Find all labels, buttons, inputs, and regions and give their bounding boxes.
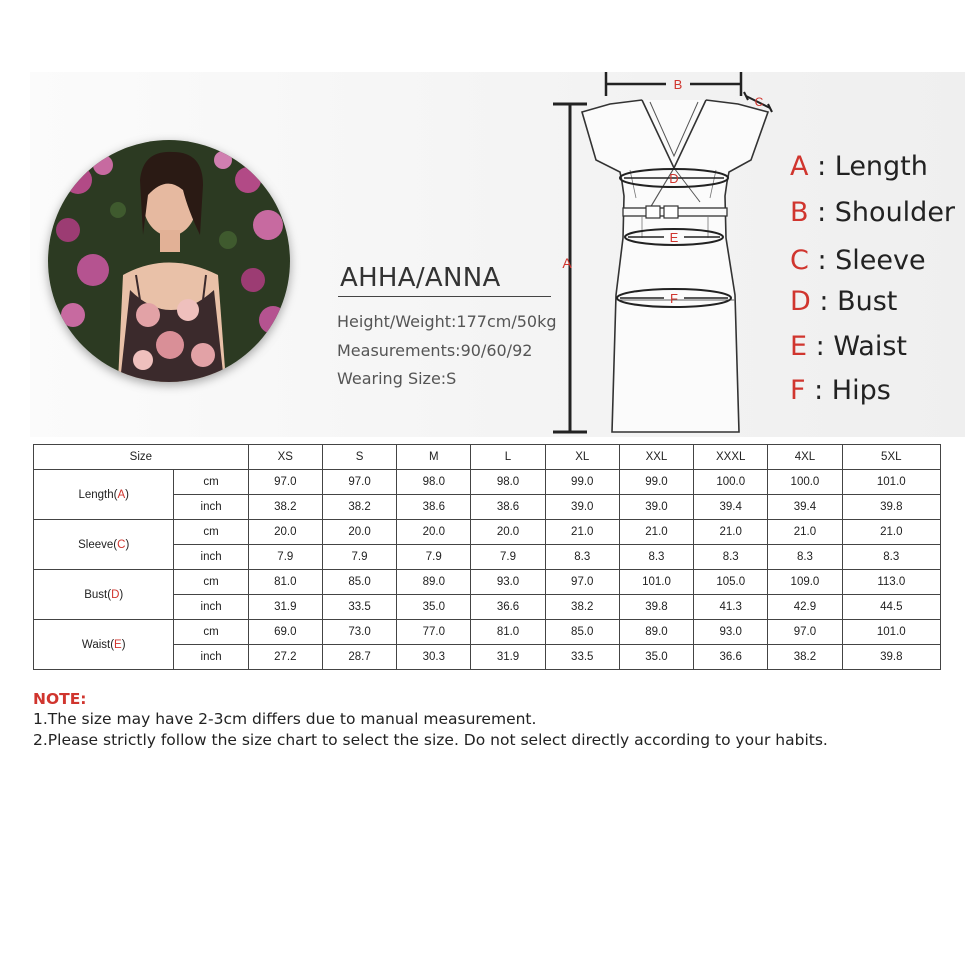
value-cell: 7.9 [322,545,396,570]
size-header-cell: XXXL [694,445,768,470]
value-cell: 39.8 [842,495,940,520]
divider [338,296,551,297]
value-cell: 38.2 [322,495,396,520]
value-cell: 101.0 [842,470,940,495]
value-cell: 33.5 [322,595,396,620]
value-cell: 101.0 [842,620,940,645]
note-line-1: 1.The size may have 2-3cm differs due to manual measurement. [33,710,537,728]
table-header-row [34,445,941,470]
value-cell: 39.8 [842,645,940,670]
table-row [34,620,941,645]
value-cell: 7.9 [248,545,322,570]
size-header: Size [34,445,249,470]
value-cell: 38.2 [768,645,842,670]
value-cell: 31.9 [248,595,322,620]
legend-text: Hips [831,375,891,406]
value-cell: 21.0 [768,520,842,545]
value-cell: 21.0 [694,520,768,545]
value-cell: 98.0 [397,470,471,495]
legend-letter: F [790,375,806,406]
label-b: B [673,77,683,92]
value-cell: 21.0 [619,520,693,545]
legend-letter: B [790,197,809,228]
value-cell: 21.0 [545,520,619,545]
value-cell: 100.0 [694,470,768,495]
value-cell: 31.9 [471,645,545,670]
unit-cell: cm [174,520,248,545]
value-cell: 39.8 [619,595,693,620]
value-cell: 20.0 [322,520,396,545]
value-cell: 89.0 [619,620,693,645]
value-cell: 100.0 [768,470,842,495]
value-cell: 44.5 [842,595,940,620]
value-cell: 101.0 [619,570,693,595]
value-cell: 97.0 [545,570,619,595]
value-cell: 99.0 [619,470,693,495]
legend-text: Sleeve [835,245,926,276]
measurement-label: Waist(E) [34,620,174,670]
value-cell: 35.0 [397,595,471,620]
value-cell: 73.0 [322,620,396,645]
value-cell: 39.4 [694,495,768,520]
value-cell: 7.9 [471,545,545,570]
legend-sep: : [808,245,836,276]
value-cell: 8.3 [694,545,768,570]
value-cell: 33.5 [545,645,619,670]
value-cell: 30.3 [397,645,471,670]
legend-item-length [790,151,928,182]
value-cell: 20.0 [471,520,545,545]
size-header-cell: 5XL [842,445,940,470]
legend-letter: C [790,245,809,276]
measurement-label: Length(A) [34,470,174,520]
size-header-cell: XS [248,445,322,470]
legend-sep: : [810,286,838,317]
legend-item-waist [790,331,907,362]
value-cell: 113.0 [842,570,940,595]
unit-cell: cm [174,570,248,595]
value-cell: 77.0 [397,620,471,645]
measurement-label: Bust(D) [34,570,174,620]
table-row [34,570,941,595]
value-cell: 8.3 [768,545,842,570]
legend-text: Waist [833,331,907,362]
legend-sep: : [808,151,835,182]
value-cell: 97.0 [322,470,396,495]
value-cell: 21.0 [842,520,940,545]
table-row [34,470,941,495]
model-photo [48,140,290,382]
unit-cell: cm [174,470,248,495]
legend-item-hips [790,375,891,406]
size-header-cell: XL [545,445,619,470]
value-cell: 38.6 [471,495,545,520]
value-cell: 36.6 [471,595,545,620]
size-header-cell: M [397,445,471,470]
legend-sep: : [807,331,834,362]
legend-text: Shoulder [834,197,956,228]
label-d: D [669,171,679,186]
value-cell: 98.0 [471,470,545,495]
size-header-cell: S [322,445,396,470]
size-header-cell: 4XL [768,445,842,470]
legend-sep: : [808,197,835,228]
unit-cell: inch [174,495,248,520]
value-cell: 99.0 [545,470,619,495]
size-chart-table [33,444,941,670]
legend-letter: D [790,286,811,317]
legend-item-sleeve [790,245,926,276]
value-cell: 35.0 [619,645,693,670]
model-name: AHHA/ANNA [340,263,501,293]
model-height-weight: Height/Weight:177cm/50kg [337,312,557,331]
legend-item-shoulder [790,197,955,228]
value-cell: 27.2 [248,645,322,670]
value-cell: 81.0 [471,620,545,645]
value-cell: 97.0 [248,470,322,495]
legend-text: Bust [837,286,898,317]
value-cell: 85.0 [545,620,619,645]
value-cell: 39.4 [768,495,842,520]
value-cell: 38.2 [248,495,322,520]
value-cell: 8.3 [619,545,693,570]
value-cell: 105.0 [694,570,768,595]
legend-letter: E [790,331,808,362]
model-wearing-size: Wearing Size:S [337,369,457,388]
value-cell: 89.0 [397,570,471,595]
unit-cell: inch [174,645,248,670]
model-measurements: Measurements:90/60/92 [337,341,533,360]
dress-diagram [550,70,790,442]
value-cell: 8.3 [842,545,940,570]
unit-cell: inch [174,595,248,620]
unit-cell: inch [174,545,248,570]
size-header-cell: XXL [619,445,693,470]
value-cell: 42.9 [768,595,842,620]
value-cell: 69.0 [248,620,322,645]
value-cell: 81.0 [248,570,322,595]
value-cell: 109.0 [768,570,842,595]
measurement-label: Sleeve(C) [34,520,174,570]
value-cell: 8.3 [545,545,619,570]
value-cell: 28.7 [322,645,396,670]
value-cell: 93.0 [694,620,768,645]
value-cell: 7.9 [397,545,471,570]
value-cell: 20.0 [397,520,471,545]
legend-item-bust [790,286,897,317]
value-cell: 93.0 [471,570,545,595]
unit-cell: cm [174,620,248,645]
size-header-cell: L [471,445,545,470]
label-a: A [562,255,572,271]
value-cell: 38.6 [397,495,471,520]
note-line-2: 2.Please strictly follow the size chart to select the size. Do not select directly according to your habits. [33,731,828,749]
value-cell: 41.3 [694,595,768,620]
label-c: C [754,95,764,109]
table-row [34,520,941,545]
legend-text: Length [834,151,928,182]
note-title: NOTE: [33,690,87,708]
value-cell: 39.0 [545,495,619,520]
value-cell: 97.0 [768,620,842,645]
value-cell: 20.0 [248,520,322,545]
label-f: F [670,291,678,306]
label-e: E [669,230,679,245]
legend-letter: A [790,151,809,182]
value-cell: 85.0 [322,570,396,595]
value-cell: 36.6 [694,645,768,670]
value-cell: 39.0 [619,495,693,520]
value-cell: 38.2 [545,595,619,620]
legend-sep: : [805,375,832,406]
